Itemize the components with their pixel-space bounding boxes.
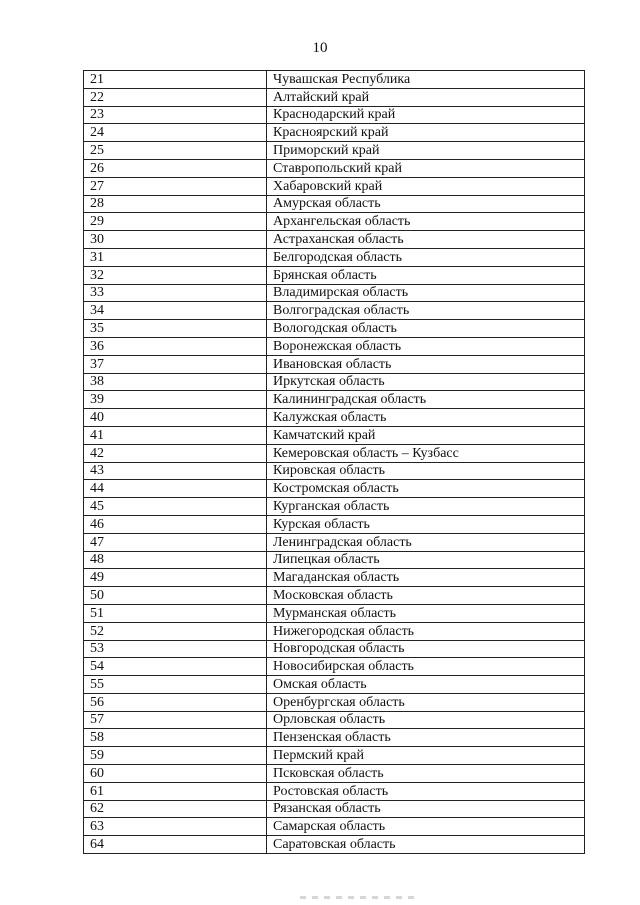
region-name-cell: Магаданская область: [267, 569, 585, 587]
row-number-cell: 43: [84, 462, 267, 480]
table-row: [84, 658, 585, 676]
region-name-cell: Самарская область: [267, 818, 585, 836]
table-row: [84, 729, 585, 747]
table-row: [84, 498, 585, 516]
table-row: [84, 409, 585, 427]
region-name-cell: Новосибирская область: [267, 658, 585, 676]
row-number-cell: 63: [84, 818, 267, 836]
row-number-cell: 58: [84, 729, 267, 747]
row-number-cell: 39: [84, 391, 267, 409]
region-name-cell: Камчатский край: [267, 426, 585, 444]
row-number-cell: 57: [84, 711, 267, 729]
table-row: [84, 444, 585, 462]
region-name-cell: Краснодарский край: [267, 106, 585, 124]
row-number-cell: 56: [84, 693, 267, 711]
table-row: [84, 533, 585, 551]
table-row: [84, 142, 585, 160]
row-number-cell: 27: [84, 177, 267, 195]
row-number-cell: 60: [84, 765, 267, 783]
page-number: 10: [312, 40, 328, 56]
region-name-cell: Псковская область: [267, 765, 585, 783]
region-name-cell: Амурская область: [267, 195, 585, 213]
region-name-cell: Ленинградская область: [267, 533, 585, 551]
table-row: [84, 836, 585, 854]
table-row: [84, 373, 585, 391]
table-row: [84, 800, 585, 818]
row-number-cell: 28: [84, 195, 267, 213]
row-number-cell: 55: [84, 676, 267, 694]
table-row: [84, 248, 585, 266]
region-name-cell: Хабаровский край: [267, 177, 585, 195]
row-number-cell: 45: [84, 498, 267, 516]
table-row: [84, 782, 585, 800]
row-number-cell: 30: [84, 231, 267, 249]
table-row: [84, 337, 585, 355]
region-name-cell: Воронежская область: [267, 337, 585, 355]
region-name-cell: Новгородская область: [267, 640, 585, 658]
row-number-cell: 21: [84, 71, 267, 89]
region-name-cell: Архангельская область: [267, 213, 585, 231]
region-name-cell: Белгородская область: [267, 248, 585, 266]
row-number-cell: 48: [84, 551, 267, 569]
region-name-cell: Вологодская область: [267, 320, 585, 338]
table-row: [84, 640, 585, 658]
row-number-cell: 44: [84, 480, 267, 498]
table-row: [84, 551, 585, 569]
row-number-cell: 41: [84, 426, 267, 444]
region-name-cell: Иркутская область: [267, 373, 585, 391]
region-name-cell: Чувашская Республика: [267, 71, 585, 89]
row-number-cell: 23: [84, 106, 267, 124]
table-row: [84, 213, 585, 231]
row-number-cell: 29: [84, 213, 267, 231]
region-name-cell: Кировская область: [267, 462, 585, 480]
table-row: [84, 124, 585, 142]
scan-artifact: [300, 896, 420, 899]
table-row: [84, 676, 585, 694]
region-name-cell: Брянская область: [267, 266, 585, 284]
row-number-cell: 36: [84, 337, 267, 355]
table-row: [84, 88, 585, 106]
table-row: [84, 818, 585, 836]
table-row: [84, 480, 585, 498]
region-name-cell: Астраханская область: [267, 231, 585, 249]
row-number-cell: 62: [84, 800, 267, 818]
table-row: [84, 106, 585, 124]
row-number-cell: 64: [84, 836, 267, 854]
table-row: [84, 693, 585, 711]
table-row: [84, 284, 585, 302]
table-row: [84, 604, 585, 622]
row-number-cell: 52: [84, 622, 267, 640]
region-name-cell: Костромская область: [267, 480, 585, 498]
region-name-cell: Ставропольский край: [267, 159, 585, 177]
region-name-cell: Калужская область: [267, 409, 585, 427]
region-name-cell: Нижегородская область: [267, 622, 585, 640]
region-name-cell: Красноярский край: [267, 124, 585, 142]
table-row: [84, 355, 585, 373]
row-number-cell: 33: [84, 284, 267, 302]
row-number-cell: 40: [84, 409, 267, 427]
region-name-cell: Владимирская область: [267, 284, 585, 302]
region-name-cell: Ростовская область: [267, 782, 585, 800]
row-number-cell: 37: [84, 355, 267, 373]
row-number-cell: 59: [84, 747, 267, 765]
region-name-cell: Калининградская область: [267, 391, 585, 409]
table-row: [84, 711, 585, 729]
region-name-cell: Пензенская область: [267, 729, 585, 747]
regions-table-body: [84, 71, 585, 854]
row-number-cell: 42: [84, 444, 267, 462]
row-number-cell: 26: [84, 159, 267, 177]
row-number-cell: 61: [84, 782, 267, 800]
region-name-cell: Саратовская область: [267, 836, 585, 854]
row-number-cell: 50: [84, 587, 267, 605]
region-name-cell: Курганская область: [267, 498, 585, 516]
table-row: [84, 71, 585, 89]
table-row: [84, 231, 585, 249]
row-number-cell: 46: [84, 515, 267, 533]
table-row: [84, 320, 585, 338]
table-row: [84, 195, 585, 213]
table-row: [84, 569, 585, 587]
regions-table: [83, 70, 585, 854]
region-name-cell: Мурманская область: [267, 604, 585, 622]
table-row: [84, 266, 585, 284]
region-name-cell: Курская область: [267, 515, 585, 533]
row-number-cell: 51: [84, 604, 267, 622]
table-row: [84, 391, 585, 409]
region-name-cell: Волгоградская область: [267, 302, 585, 320]
row-number-cell: 38: [84, 373, 267, 391]
row-number-cell: 24: [84, 124, 267, 142]
region-name-cell: Московская область: [267, 587, 585, 605]
region-name-cell: Орловская область: [267, 711, 585, 729]
region-name-cell: Омская область: [267, 676, 585, 694]
region-name-cell: Пермский край: [267, 747, 585, 765]
region-name-cell: Ивановская область: [267, 355, 585, 373]
table-row: [84, 462, 585, 480]
row-number-cell: 35: [84, 320, 267, 338]
row-number-cell: 54: [84, 658, 267, 676]
row-number-cell: 47: [84, 533, 267, 551]
row-number-cell: 32: [84, 266, 267, 284]
region-name-cell: Кемеровская область – Кузбасс: [267, 444, 585, 462]
row-number-cell: 22: [84, 88, 267, 106]
region-name-cell: Приморский край: [267, 142, 585, 160]
row-number-cell: 31: [84, 248, 267, 266]
row-number-cell: 53: [84, 640, 267, 658]
table-row: [84, 177, 585, 195]
table-row: [84, 765, 585, 783]
table-row: [84, 587, 585, 605]
table-row: [84, 747, 585, 765]
row-number-cell: 25: [84, 142, 267, 160]
row-number-cell: 49: [84, 569, 267, 587]
table-row: [84, 302, 585, 320]
table-row: [84, 622, 585, 640]
table-row: [84, 159, 585, 177]
region-name-cell: Липецкая область: [267, 551, 585, 569]
region-name-cell: Рязанская область: [267, 800, 585, 818]
region-name-cell: Оренбургская область: [267, 693, 585, 711]
region-name-cell: Алтайский край: [267, 88, 585, 106]
table-row: [84, 515, 585, 533]
table-row: [84, 426, 585, 444]
row-number-cell: 34: [84, 302, 267, 320]
